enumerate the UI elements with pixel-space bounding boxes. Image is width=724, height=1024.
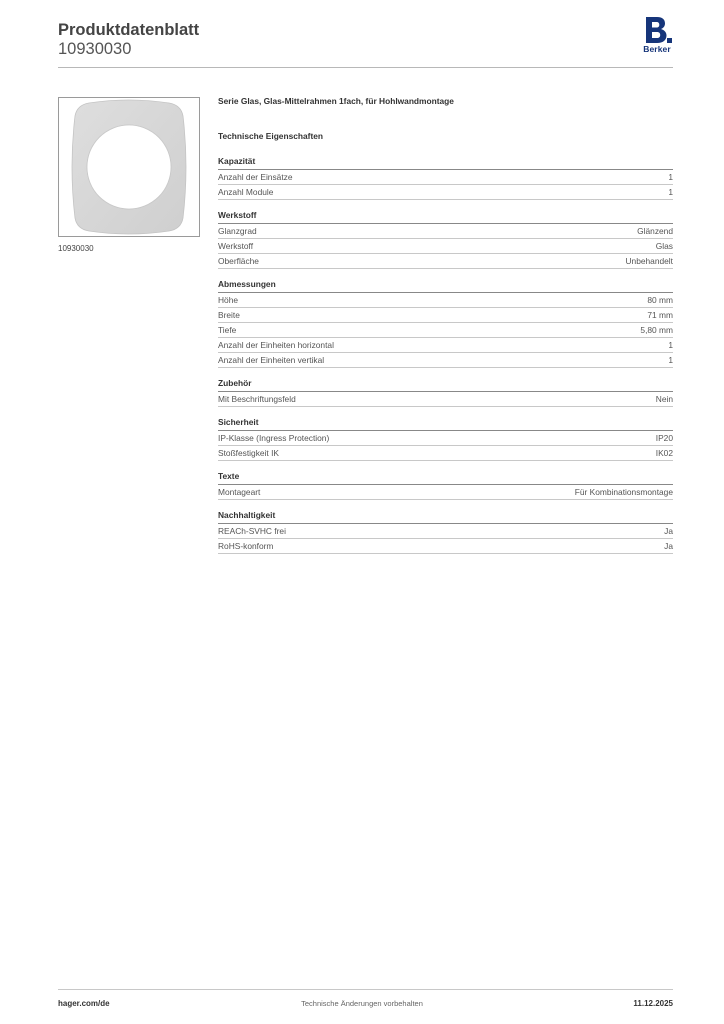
row-value: 5,80 mm bbox=[640, 325, 673, 335]
row-value: IK02 bbox=[655, 448, 673, 458]
row-label: RoHS-konform bbox=[218, 541, 274, 551]
row-label: Montageart bbox=[218, 487, 261, 497]
header-divider bbox=[58, 67, 673, 68]
section-title: Zubehör bbox=[218, 378, 673, 392]
technical-properties-title: Technische Eigenschaften bbox=[218, 131, 324, 141]
table-row bbox=[218, 353, 673, 368]
table-row bbox=[218, 539, 673, 554]
table-row bbox=[218, 254, 673, 269]
table-row bbox=[218, 392, 673, 407]
section-texts bbox=[218, 471, 673, 500]
row-value: Nein bbox=[655, 394, 673, 404]
table-row bbox=[218, 239, 673, 254]
row-label: Anzahl der Einheiten horizontal bbox=[218, 340, 334, 350]
article-number: 10930030 bbox=[58, 40, 132, 58]
row-label: REACh-SVHC frei bbox=[218, 526, 286, 536]
table-row bbox=[218, 170, 673, 185]
section-capacity bbox=[218, 156, 673, 200]
section-title: Sicherheit bbox=[218, 417, 673, 431]
row-label: Tiefe bbox=[218, 325, 237, 335]
section-title: Werkstoff bbox=[218, 210, 673, 224]
product-details bbox=[218, 96, 673, 554]
row-label: Glanzgrad bbox=[218, 226, 257, 236]
row-label: Höhe bbox=[218, 295, 239, 305]
section-title: Nachhaltigkeit bbox=[218, 510, 673, 524]
row-label: Oberfläche bbox=[218, 256, 259, 266]
table-row bbox=[218, 485, 673, 500]
frame-illustration bbox=[59, 98, 199, 236]
section-sustainability bbox=[218, 510, 673, 554]
section-safety bbox=[218, 417, 673, 461]
page-title: Produktdatenblatt bbox=[58, 21, 200, 39]
section-title: Kapazität bbox=[218, 156, 673, 170]
product-image bbox=[58, 97, 200, 237]
section-accessories bbox=[218, 378, 673, 407]
table-row bbox=[218, 293, 673, 308]
row-value: IP20 bbox=[655, 433, 673, 443]
footer-website-link[interactable]: hager.com/de bbox=[58, 999, 110, 1008]
table-row bbox=[218, 323, 673, 338]
row-value: 1 bbox=[668, 172, 673, 182]
row-value: Glas bbox=[655, 241, 673, 251]
row-label: Anzahl der Einsätze bbox=[218, 172, 293, 182]
row-label: Werkstoff bbox=[218, 241, 254, 251]
table-row bbox=[218, 185, 673, 200]
image-caption: 10930030 bbox=[58, 244, 94, 253]
table-row bbox=[218, 524, 673, 539]
brand-logo bbox=[640, 16, 674, 56]
section-title: Texte bbox=[218, 471, 673, 485]
row-label: Breite bbox=[218, 310, 240, 320]
footer-notice: Technische Änderungen vorbehalten bbox=[301, 999, 423, 1008]
table-row bbox=[218, 308, 673, 323]
table-row bbox=[218, 446, 673, 461]
row-value: 1 bbox=[668, 355, 673, 365]
table-row bbox=[218, 224, 673, 239]
row-value: 1 bbox=[668, 187, 673, 197]
berker-b-icon bbox=[642, 16, 672, 44]
footer-date: 11.12.2025 bbox=[633, 999, 673, 1008]
row-label: Anzahl der Einheiten vertikal bbox=[218, 355, 325, 365]
row-value: Glänzend bbox=[637, 226, 673, 236]
logo-text: Berker bbox=[643, 44, 671, 54]
table-row bbox=[218, 338, 673, 353]
row-value: Für Kombinationsmontage bbox=[574, 487, 673, 497]
row-value: Unbehandelt bbox=[625, 256, 673, 266]
row-label: IP-Klasse (Ingress Protection) bbox=[218, 433, 330, 443]
section-material bbox=[218, 210, 673, 269]
row-label: Stoßfestigkeit IK bbox=[218, 448, 279, 458]
row-value: 71 mm bbox=[647, 310, 673, 320]
row-value: Ja bbox=[664, 541, 673, 551]
footer-divider bbox=[58, 989, 673, 990]
row-value: Ja bbox=[664, 526, 673, 536]
section-dimensions bbox=[218, 279, 673, 368]
row-label: Mit Beschriftungsfeld bbox=[218, 394, 296, 404]
section-title: Abmessungen bbox=[218, 279, 673, 293]
table-row bbox=[218, 431, 673, 446]
row-label: Anzahl Module bbox=[218, 187, 274, 197]
product-description: Serie Glas, Glas-Mittelrahmen 1fach, für Hohlwandmontage bbox=[218, 96, 454, 106]
row-value: 1 bbox=[668, 340, 673, 350]
row-value: 80 mm bbox=[647, 295, 673, 305]
